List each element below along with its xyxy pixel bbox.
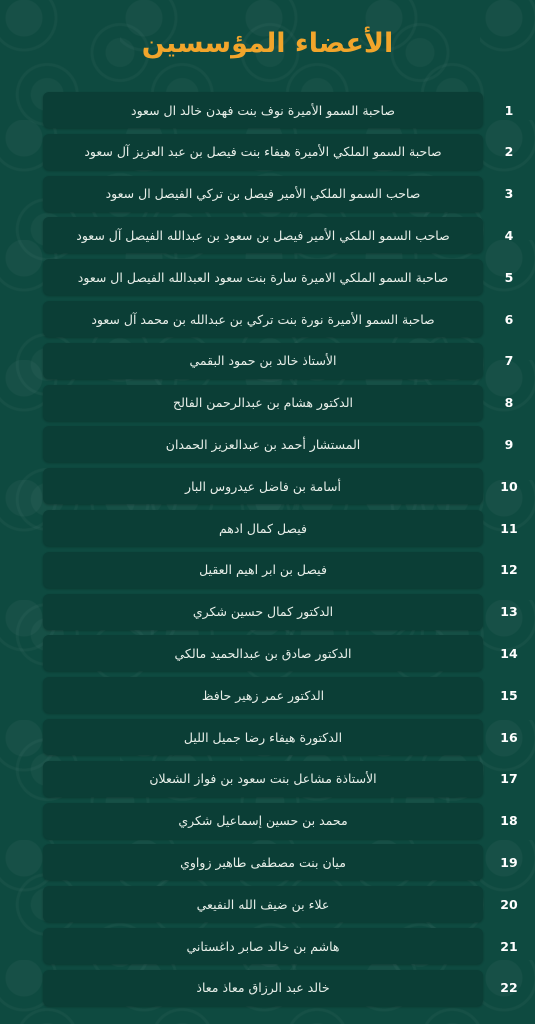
member-row [0,133,535,171]
member-row [0,802,535,840]
member-name: أسامة بن فاضل عيدروس البار [43,468,483,504]
member-name: محمد بن حسين إسماعيل شكري [43,803,483,839]
member-row [0,342,535,380]
member-number: 19 [500,854,518,870]
member-name: صاحب السمو الملكي الأمير فيصل بن تركي الفيصل ال سعود [43,176,483,212]
member-name: علاء بن ضيف الله النفيعي [43,886,483,922]
member-row [0,258,535,296]
member-row [0,175,535,213]
member-name: الدكتور هشام بن عبدالرحمن الفالح [43,385,483,421]
member-name: صاحبة السمو الأميرة نوف بنت فهدن خالد ال سعود [43,92,483,128]
member-name: ميان بنت مصطفى طاهير زواوي [43,844,483,880]
member-number: 18 [500,813,518,829]
member-name: الدكتور صادق بن عبدالحميد مالكي [43,635,483,671]
member-number: 21 [500,938,518,954]
member-row [0,927,535,965]
member-name: فيصل كمال ادهم [43,510,483,546]
member-number: 3 [504,186,514,202]
member-number: 10 [500,478,518,494]
member-number: 8 [504,395,514,411]
member-number: 20 [500,896,518,912]
member-name: الدكتور كمال حسين شكري [43,594,483,630]
member-number: 4 [504,227,514,243]
member-name: خالد عبد الرزاق معاذ معاذ [43,970,483,1006]
member-name: صاحبة السمو الأميرة نورة بنت تركي بن عبدالله بن محمد آل سعود [43,301,483,337]
member-row [0,718,535,756]
member-number: 14 [500,645,518,661]
member-name: صاحبة السمو الملكي الاميرة سارة بنت سعود العبدالله الفيصل ال سعود [43,259,483,295]
member-name: الدكتورة هيفاء رضا جميل الليل [43,719,483,755]
member-row [0,467,535,505]
member-row [0,760,535,798]
member-number: 1 [504,102,514,118]
member-row [0,634,535,672]
member-number: 16 [500,729,518,745]
member-row [0,384,535,422]
member-row [0,91,535,129]
member-row [0,300,535,338]
member-number: 6 [504,311,514,327]
member-number: 2 [504,144,514,160]
member-row [0,843,535,881]
member-name: هاشم بن خالد صابر داغستاني [43,928,483,964]
member-number: 7 [504,353,514,369]
member-name: فيصل بن ابر اهيم العقيل [43,552,483,588]
member-number: 17 [500,771,518,787]
member-name: الأستاذة مشاعل بنت سعود بن فواز الشعلان [43,761,483,797]
member-name: المستشار أحمد بن عبدالعزيز الحمدان [43,426,483,462]
member-number: 9 [504,436,514,452]
member-number: 13 [500,604,518,620]
member-name: الدكتور عمر زهير حافظ [43,677,483,713]
member-name: الأستاذ خالد بن حمود البقمي [43,343,483,379]
member-number: 5 [504,269,514,285]
member-number: 22 [500,980,518,996]
page-title: الأعضاء المؤسسين [141,28,394,59]
member-number: 11 [500,520,518,536]
member-number: 12 [500,562,518,578]
member-row [0,969,535,1007]
member-row [0,676,535,714]
member-row [0,509,535,547]
member-name: صاحبة السمو الملكي الأميرة هيفاء بنت فيصل بن عبد العزيز آل سعود [43,134,483,170]
member-row [0,593,535,631]
member-row [0,216,535,254]
member-row [0,885,535,923]
member-row [0,425,535,463]
member-name: صاحب السمو الملكي الأمير فيصل بن سعود بن عبدالله الفيصل آل سعود [43,217,483,253]
member-number: 15 [500,687,518,703]
member-row [0,551,535,589]
